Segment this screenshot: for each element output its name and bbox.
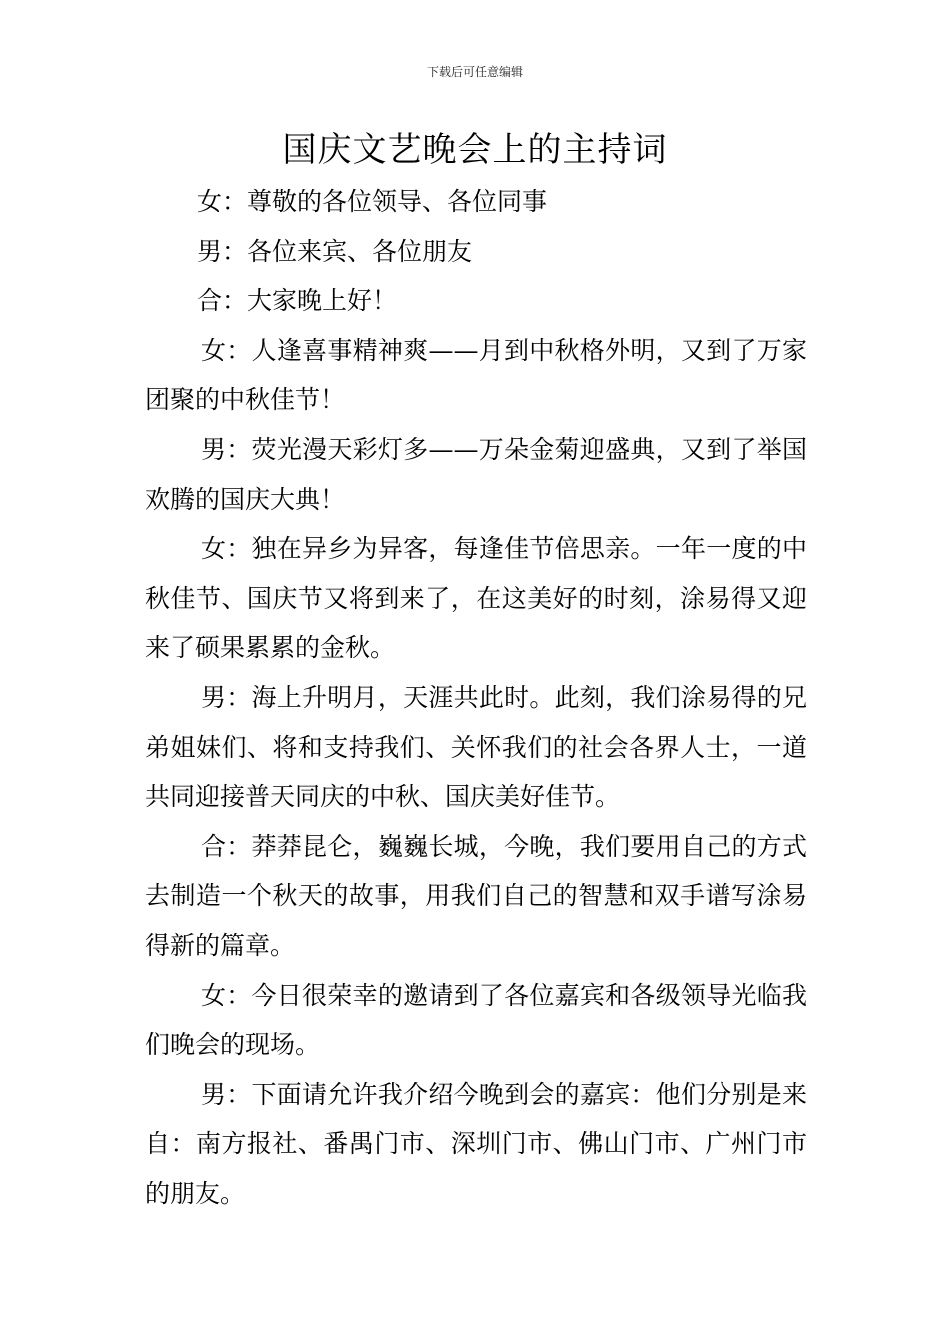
paragraph: 女：今日很荣幸的邀请到了各位嘉宾和各级领导光临我们晚会的现场。: [145, 980, 807, 1060]
paragraph: 男：海上升明月，天涯共此时。此刻，我们涂易得的兄弟姐妹们、将和支持我们、关怀我们的社会各界人士，一道共同迎接普天同庆的中秋、国庆美好佳节。: [145, 682, 807, 812]
document-body: [145, 177, 807, 1218]
paragraph: 女：尊敬的各位领导、各位同事: [197, 187, 548, 216]
paragraph: 合：莽莽昆仑，巍巍长城，今晚，我们要用自己的方式去制造一个秋天的故事，用我们自己的智慧和双手谱写涂易得新的篇章。: [145, 831, 807, 960]
paragraph: 男：下面请允许我介绍今晚到会的嘉宾：他们分别是来自：南方报社、番禺门市、深圳门市、佛山门市、广州门市的朋友。: [145, 1079, 807, 1208]
header-note: 下载后可任意编辑: [426, 65, 523, 79]
paragraph: 女：人逢喜事精神爽——月到中秋格外明，又到了万家团聚的中秋佳节！: [145, 335, 807, 415]
paragraph: 女：独在异乡为异客，每逢佳节倍思亲。一年一度的中秋佳节、国庆节又将到来了，在这美好的时刻，涂易得又迎来了硕果累累的金秋。: [145, 534, 807, 663]
paragraph: 男：各位来宾、各位朋友: [197, 236, 473, 266]
document-title: 国庆文艺晚会上的主持词: [282, 130, 668, 170]
paragraph: 男：荧光漫天彩灯多——万朵金菊迎盛典，又到了举国欢腾的国庆大典！: [145, 434, 807, 514]
paragraph: 合：大家晚上好！: [197, 286, 398, 316]
